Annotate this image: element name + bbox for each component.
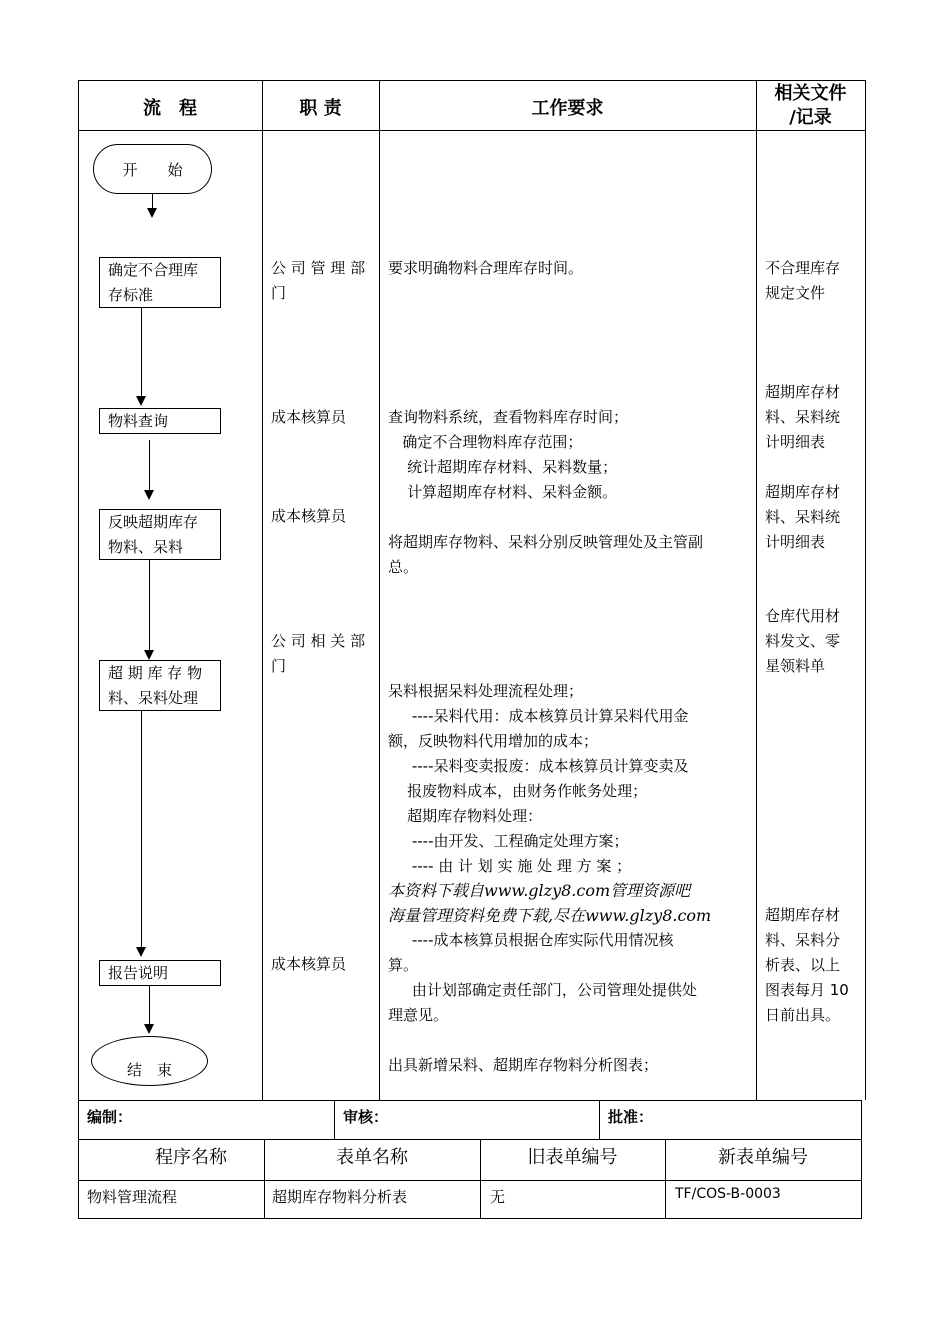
flow-connector bbox=[149, 440, 150, 490]
doc-step4: 仓库代用材 料发文、零 星领料单 bbox=[765, 607, 841, 675]
duty-step2: 成本核算员 bbox=[271, 408, 347, 426]
flow-step-report: 报告说明 bbox=[99, 960, 221, 986]
arrow-down-icon bbox=[136, 396, 146, 406]
flow-connector bbox=[149, 986, 150, 1024]
flow-end-terminal: 结 束 bbox=[91, 1036, 208, 1086]
footer-bottom-border bbox=[78, 1218, 862, 1219]
header-requirement: 工作要求 bbox=[531, 98, 604, 119]
footer-divider-2 bbox=[78, 1180, 862, 1181]
table-right-border bbox=[865, 80, 866, 1100]
flow-connector bbox=[141, 711, 142, 947]
duty-step4: 公 司 相 关 部 门 bbox=[271, 632, 366, 675]
doc-step5: 超期库存材 料、呆料分 析表、以上 图表每月 10 日前出具。 bbox=[765, 906, 849, 1024]
program-name-value: 物料管理流程 bbox=[87, 1188, 178, 1206]
footer-header-old-number: 旧表单编号 bbox=[527, 1147, 618, 1168]
doc-step3: 超期库存材 料、呆料统 计明细表 bbox=[765, 483, 841, 551]
footer-header-program: 程序名称 bbox=[155, 1147, 227, 1168]
col-divider-1 bbox=[262, 80, 263, 1100]
footer-sig-divider-2 bbox=[599, 1100, 600, 1139]
footer-header-new-number: 新表单编号 bbox=[718, 1147, 808, 1168]
watermark-line1: 本资料下载自www.glzy8.com管理资源吧 bbox=[388, 881, 691, 900]
header-docs-line1: 相关文件 bbox=[774, 83, 847, 104]
header-flow: 流 程 bbox=[143, 98, 197, 119]
footer-sig-divider-1 bbox=[334, 1100, 335, 1139]
flow-connector bbox=[152, 194, 153, 208]
header-docs-line2: /记录 bbox=[789, 107, 832, 128]
compiled-label: 编制： bbox=[87, 1108, 133, 1126]
footer-header-form: 表单名称 bbox=[336, 1147, 408, 1168]
duty-step5: 成本核算员 bbox=[271, 955, 347, 973]
footer-right-border bbox=[861, 1100, 862, 1218]
new-number-value: TF/COS-B-0003 bbox=[675, 1186, 781, 1202]
doc-step1: 不合理库存 规定文件 bbox=[765, 259, 841, 302]
old-number-value: 无 bbox=[490, 1188, 506, 1206]
flow-step-report-overdue: 反映超期库存 物料、呆料 bbox=[99, 509, 221, 560]
arrow-down-icon bbox=[144, 490, 154, 500]
table-left-border bbox=[78, 80, 79, 1100]
flow-connector bbox=[141, 308, 142, 396]
header-docs bbox=[756, 82, 865, 130]
reviewed-label: 审核： bbox=[343, 1108, 389, 1126]
flow-step-handle-overdue: 超 期 库 存 物 料、呆料处理 bbox=[99, 660, 221, 711]
duty-step3: 成本核算员 bbox=[271, 507, 347, 525]
requirement-step5: ----成本核算员根据仓库实际代用情况核 算。 由计划部确定责任部门，公司管理处提供处 理意见。 出具新增呆料、超期库存物料分析图表； bbox=[388, 931, 697, 1074]
col-divider-3 bbox=[756, 80, 757, 1100]
footer-top-border bbox=[78, 1100, 862, 1101]
flow-step-define-standard: 确定不合理库 存标准 bbox=[99, 257, 221, 308]
flow-connector bbox=[149, 560, 150, 650]
flow-start-terminal: 开 始 bbox=[93, 144, 212, 194]
arrow-down-icon bbox=[144, 1024, 154, 1034]
duty-step1: 公 司 管 理 部 门 bbox=[271, 259, 366, 302]
approved-label: 批准： bbox=[608, 1108, 654, 1126]
watermark-line2: 海量管理资料免费下载,尽在www.glzy8.com bbox=[388, 906, 712, 925]
flow-step-material-query: 物料查询 bbox=[99, 408, 221, 434]
requirement-step2: 查询物料系统，查看物料库存时间； 确定不合理物料库存范围； 统计超期库存材料、呆料数量； 计算超期库存材料、呆料金额。 bbox=[388, 408, 629, 501]
requirement-step4: 呆料根据呆料处理流程处理； ----呆料代用：成本核算员计算呆料代用金 额，反映物料代用增加的成本； ----呆料变卖报废：成本核算员计算变卖及 报废物料成本，由财务作帐务处理； 超期库存物料处理： ----由开发、工程确定处理方案； ---- 由 计 划 实 施 处 理 方 案 ； bbox=[388, 682, 689, 875]
requirement-step1: 要求明确物料合理库存时间。 bbox=[388, 259, 584, 277]
arrow-down-icon bbox=[147, 208, 157, 218]
footer-divider-1 bbox=[78, 1139, 862, 1140]
arrow-down-icon bbox=[144, 650, 154, 660]
header-bottom-border bbox=[78, 130, 866, 131]
col-divider-2 bbox=[379, 80, 380, 1100]
form-name-value: 超期库存物料分析表 bbox=[272, 1188, 408, 1206]
doc-step2: 超期库存材 料、呆料统 计明细表 bbox=[765, 383, 841, 451]
header-duty: 职 责 bbox=[299, 98, 342, 119]
arrow-down-icon bbox=[136, 947, 146, 957]
requirement-step3: 将超期库存物料、呆料分别反映管理处及主管副 总。 bbox=[388, 533, 704, 576]
table-top-border bbox=[78, 80, 866, 81]
